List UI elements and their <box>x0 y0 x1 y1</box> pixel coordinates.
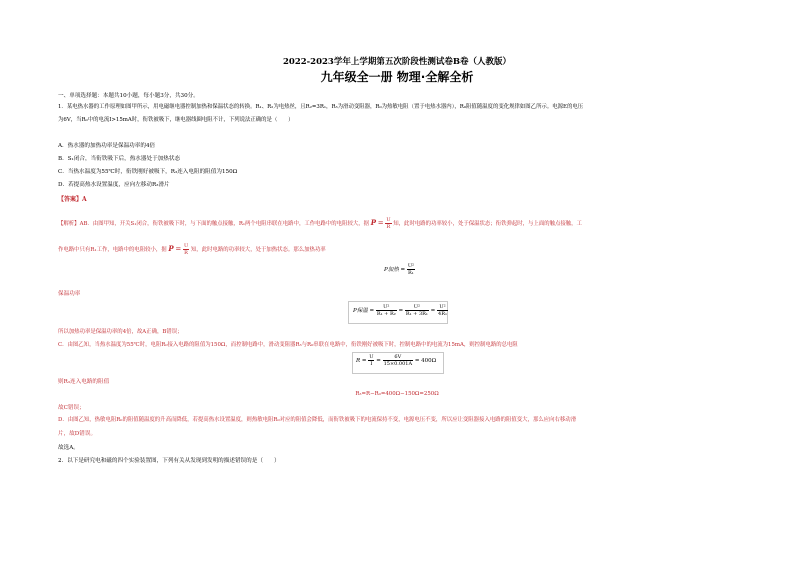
pk-den3: 4R₁ <box>438 311 447 317</box>
choose-answer: 故选A。 <box>58 445 79 451</box>
r-formula <box>356 354 436 367</box>
q2-stem: 2．以下是研究电和磁的四个实验装置图，下列有关从发现到发明的描述错误的是（ ） <box>58 458 280 464</box>
q1-option-c: C．当热水温度为55℃时，衔铁刚好被吸下，R₃连入电阻的阻值为150Ω <box>58 169 238 175</box>
r-frac2 <box>383 354 413 367</box>
analysis-line2b-text: 知，此时电路的功率较大，处于加热状态。那么加热功率 <box>190 247 326 253</box>
r-result: = 400Ω <box>414 358 437 364</box>
frac-num: U <box>386 217 391 223</box>
ratio-line: 所以加热功率是保温功率的4倍，故A正确，B错误； <box>58 329 183 335</box>
pk-eq1: = <box>398 308 404 314</box>
pk-eq2: = <box>430 308 436 314</box>
pk-num3: U² <box>437 304 448 311</box>
frac-den: R <box>386 224 391 230</box>
p-heat-formula <box>384 263 415 276</box>
r-num1: U <box>369 354 374 360</box>
p-keep-formula <box>353 304 448 317</box>
r-den2: 15×0.001A <box>383 361 413 367</box>
q1-stem-line1: 1．某电热水器的工作原理如图甲所示，用电磁继电器控制加热和保温状态的转换。R₁、R₂为电热丝，且R₂=3R₁，R₃为滑动变阻器，R₀为热敏电阻（置于电热水器内），R₀阻值随温度的变化规律如图乙所示。电源E的电压 <box>58 104 584 110</box>
c-wrong: 故C错误； <box>58 405 85 411</box>
paper-title: 2022-2023学年上学期第五次阶段性测试卷B卷（人教版） <box>282 57 512 67</box>
formula-u2-over-r <box>385 217 391 230</box>
formula-eq: = <box>377 219 384 227</box>
paper-subtitle: 九年级全一册 物理·全解全析 <box>320 70 474 84</box>
q1-answer: 【答案】A <box>58 196 87 203</box>
p-keep-frac2 <box>405 304 429 317</box>
pk-num2: U² <box>405 304 429 311</box>
r-den1: I <box>370 361 373 367</box>
p-heat-frac <box>407 263 415 276</box>
frac-den-2: R <box>184 250 188 256</box>
analysis-line2 <box>58 243 326 256</box>
p-heat-num: U² <box>407 263 415 269</box>
q1-option-b: B．S₁闭合，当衔铁吸下后，热水器处于加热状态 <box>58 156 181 162</box>
r-num2: 6V <box>383 354 413 361</box>
formula-p: P <box>370 218 377 227</box>
option-d-analysis-1: D．由图乙知，热敏电阻R₀的阻值随温度的升高而降低，若提高热水设置温度，则热敏电阻R₀对应的阻值会降低，而衔铁被吸下的电流保持不变，电源电压不变，所以应让变阻器接入电路的阻值变大，那么应向右移动滑 <box>58 417 577 423</box>
pk-den1: R₁ + R₂ <box>376 311 396 317</box>
option-c-analysis: C．由图乙知，当热水温度为55℃时，电阻R₀接入电路的阻值为150Ω，而控制电路中，滑动变阻器R₃与R₀串联在电路中，衔铁刚好被吸下时，控制电路中的电流为15mA，则控制电路的总电阻 <box>58 342 518 348</box>
analysis-line1b-text: 知，此时电路的功率较小，处于保温状态；衔铁弹起时，与上面的触点接触，工 <box>393 221 582 227</box>
p-keep-frac1 <box>376 304 397 317</box>
formula-u2-over-r-2 <box>183 243 189 256</box>
formula-eq2: = <box>175 245 182 253</box>
p-keep-label: P保温 = <box>353 308 375 314</box>
analysis-line1-text: 【解析】AB．由图甲知，开关S₁闭合，衔铁被吸下时，与下面的触点接触，R₁两个电阻串联在电路中，工作电路中的电阻较大，据 <box>58 221 370 227</box>
r-eq: = <box>376 358 381 364</box>
option-d-analysis-2: 片，故D错误。 <box>58 431 97 437</box>
q1-stem-line2: 为6V，当R₀中的电流I>15mA时，衔铁被吸下，继电器线圈电阻不计，下列说法正确的是（ ） <box>58 117 294 123</box>
section-heading: 一、单项选择题：本题共10小题，每小题3分，共30分。 <box>58 93 199 99</box>
analysis-line1 <box>58 217 582 230</box>
r3-label: 则R₃连入电路的阻值 <box>58 379 110 385</box>
pk-den2: R₁ + 3R₁ <box>405 311 428 317</box>
p-heat-den: R₁ <box>408 270 414 276</box>
p-keep-frac3 <box>437 304 448 317</box>
r-frac1 <box>368 354 374 367</box>
keep-power-label: 保温功率 <box>58 291 81 297</box>
pk-num1: U² <box>376 304 397 311</box>
p-heat-label: P加热 = <box>384 267 406 273</box>
r3-equation: R₃=R−R₀=400Ω−150Ω=250Ω <box>355 391 439 397</box>
q1-option-a: A．热水器的加热功率是保温功率的4倍 <box>58 143 156 149</box>
formula-p2: P <box>168 244 174 253</box>
q1-option-d: D．若提高热水设置温度，应向左移动R₃滑片 <box>58 182 170 188</box>
analysis-line2-text: 作电路中只有R₁工作，电路中的电阻较小，据 <box>58 247 167 253</box>
r-label: R = <box>356 358 367 364</box>
frac-num-2: U <box>183 243 189 249</box>
